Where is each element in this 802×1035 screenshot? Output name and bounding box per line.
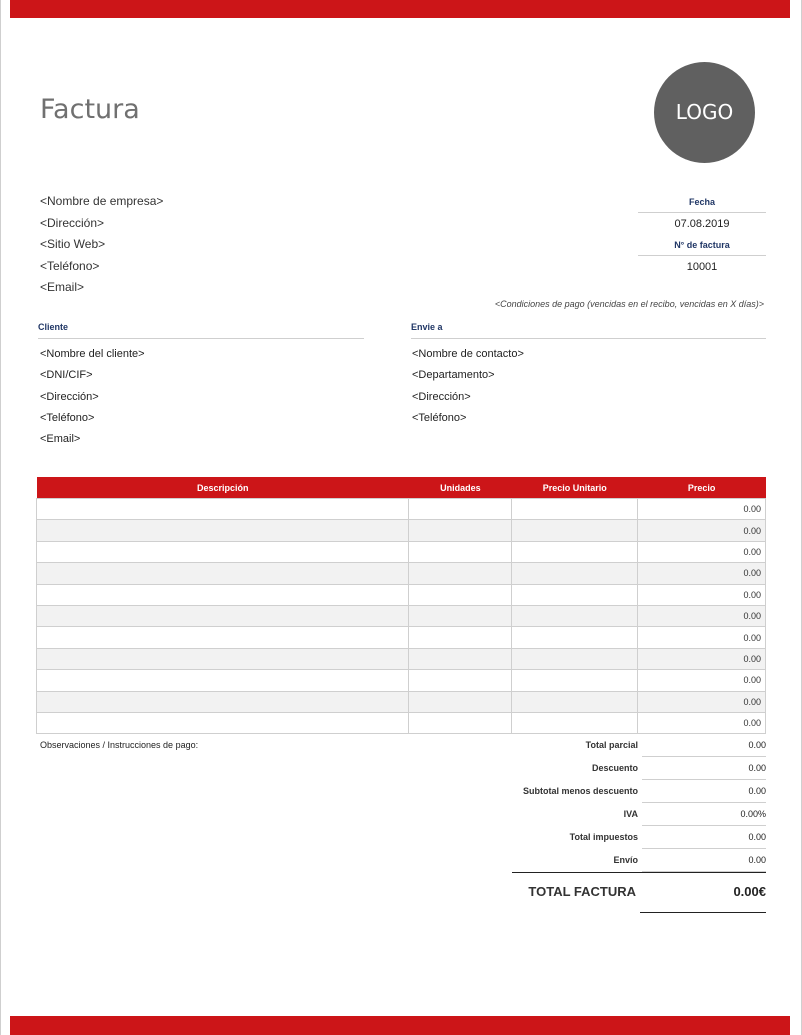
bottom-accent-bar (10, 1016, 790, 1035)
cell-units[interactable] (409, 541, 512, 562)
cell-description[interactable] (37, 563, 409, 584)
client-heading: Cliente (38, 322, 364, 339)
table-row (37, 563, 766, 584)
cell-units[interactable] (409, 520, 512, 541)
client-details (40, 346, 145, 452)
table-row (37, 584, 766, 605)
table-row (37, 541, 766, 562)
invoice-number-label: N° de factura (638, 235, 766, 256)
cell-description[interactable] (37, 691, 409, 712)
cell-price[interactable]: 0.00 (638, 605, 766, 626)
cell-units[interactable] (409, 584, 512, 605)
cell-units[interactable] (409, 563, 512, 584)
invoice-title: Factura (40, 94, 140, 125)
client-line: <Email> (40, 433, 81, 446)
cell-price[interactable]: 0.00 (638, 670, 766, 691)
cell-unit-price[interactable] (512, 670, 638, 691)
observations-label: Observaciones / Instrucciones de pago: (40, 740, 199, 750)
cell-description[interactable] (37, 648, 409, 669)
totals-value[interactable]: 0.00 (642, 757, 766, 780)
totals-row (510, 849, 766, 872)
cell-unit-price[interactable] (512, 563, 638, 584)
cell-units[interactable] (409, 627, 512, 648)
table-row (37, 605, 766, 626)
totals-row (510, 734, 766, 757)
cell-price[interactable]: 0.00 (638, 691, 766, 712)
totals-value[interactable]: 0.00 (642, 734, 766, 757)
ship-to-line: <Dirección> (412, 390, 471, 403)
company-name: <Nombre de empresa> (40, 194, 164, 208)
ship-to-line: <Nombre de contacto> (412, 348, 524, 360)
company-address: <Dirección> (40, 215, 105, 230)
totals-value[interactable]: 0.00% (642, 803, 766, 826)
totals-label: Subtotal menos descuento (522, 786, 638, 796)
invoice-meta (638, 192, 766, 278)
grand-total-value: 0.00€ (640, 873, 766, 913)
cell-description[interactable] (37, 520, 409, 541)
cell-units[interactable] (409, 605, 512, 626)
cell-units[interactable] (409, 691, 512, 712)
invoice-number-value: 10001 (686, 261, 718, 273)
table-row (37, 499, 766, 520)
left-page-edge (0, 0, 1, 1035)
cell-unit-price[interactable] (512, 627, 638, 648)
cell-unit-price[interactable] (512, 691, 638, 712)
cell-price[interactable]: 0.00 (638, 520, 766, 541)
client-line: <DNI/CIF> (40, 369, 93, 382)
totals-row (510, 780, 766, 803)
column-header-price: Precio (638, 477, 766, 499)
date-value: 07.08.2019 (674, 218, 730, 230)
client-line: <Teléfono> (40, 411, 95, 424)
totals-label: Descuento (591, 763, 638, 773)
cell-price[interactable]: 0.00 (638, 541, 766, 562)
cell-unit-price[interactable] (512, 520, 638, 541)
column-header-units: Unidades (409, 477, 512, 499)
totals-label: Envío (613, 855, 638, 865)
company-website: <Sitio Web> (40, 237, 106, 251)
cell-price[interactable]: 0.00 (638, 584, 766, 605)
cell-description[interactable] (37, 712, 409, 733)
cell-units[interactable] (409, 670, 512, 691)
cell-units[interactable] (409, 712, 512, 733)
items-body (37, 499, 766, 734)
payment-conditions: <Condiciones de pago (vencidas en el recibo, vencidas en X días)> (494, 299, 764, 309)
cell-unit-price[interactable] (512, 605, 638, 626)
ship-to-line: <Departamento> (412, 369, 495, 382)
cell-price[interactable]: 0.00 (638, 563, 766, 584)
cell-unit-price[interactable] (512, 648, 638, 669)
client-line: <Nombre del cliente> (40, 348, 145, 360)
grand-total-row (512, 872, 766, 913)
company-phone: <Teléfono> (40, 258, 100, 273)
cell-description[interactable] (37, 605, 409, 626)
table-row (37, 691, 766, 712)
items-table (36, 477, 766, 734)
client-line: <Dirección> (40, 390, 99, 403)
totals-label: IVA (623, 809, 638, 819)
totals-label: Total impuestos (569, 832, 638, 842)
items-header-row (37, 477, 766, 499)
table-row (37, 520, 766, 541)
top-accent-bar (10, 0, 790, 18)
cell-unit-price[interactable] (512, 584, 638, 605)
cell-price[interactable]: 0.00 (638, 499, 766, 520)
totals-row (510, 826, 766, 849)
totals-value[interactable]: 0.00 (642, 826, 766, 849)
company-logo: LOGO (654, 62, 755, 163)
company-email: <Email> (40, 280, 85, 294)
cell-price[interactable]: 0.00 (638, 648, 766, 669)
cell-unit-price[interactable] (512, 712, 638, 733)
cell-description[interactable] (37, 541, 409, 562)
cell-description[interactable] (37, 584, 409, 605)
totals-block (510, 734, 766, 872)
totals-row (510, 757, 766, 780)
column-header-description: Descripción (37, 477, 409, 499)
cell-price[interactable]: 0.00 (638, 712, 766, 733)
cell-units[interactable] (409, 648, 512, 669)
grand-total-label: TOTAL FACTURA (528, 884, 637, 899)
cell-description[interactable] (37, 670, 409, 691)
cell-units[interactable] (409, 499, 512, 520)
table-row (37, 670, 766, 691)
totals-row (510, 803, 766, 826)
cell-price[interactable]: 0.00 (638, 627, 766, 648)
ship-to-line: <Teléfono> (412, 411, 467, 424)
table-row (37, 712, 766, 733)
table-row (37, 648, 766, 669)
table-row (37, 627, 766, 648)
cell-unit-price[interactable] (512, 499, 638, 520)
totals-value[interactable]: 0.00 (642, 849, 766, 872)
company-info (40, 193, 163, 301)
totals-label: Total parcial (585, 740, 638, 750)
ship-to-details (412, 346, 524, 431)
column-header-unit-price: Precio Unitario (512, 477, 638, 499)
ship-to-heading: Envie a (411, 322, 766, 339)
cell-description[interactable] (37, 627, 409, 648)
cell-description[interactable] (37, 499, 409, 520)
totals-value[interactable]: 0.00 (642, 780, 766, 803)
cell-unit-price[interactable] (512, 541, 638, 562)
date-label: Fecha (638, 192, 766, 213)
